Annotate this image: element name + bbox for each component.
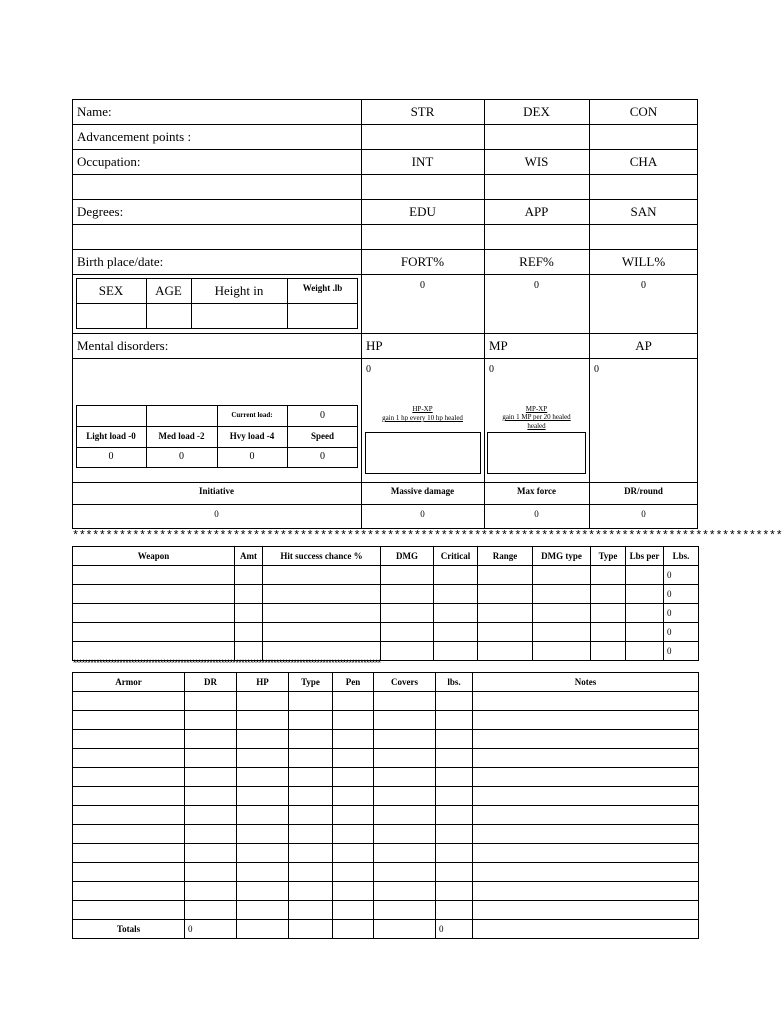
- divider: [72, 124, 698, 125]
- lbs-value: 0: [664, 585, 699, 604]
- con-label: CON: [629, 104, 658, 119]
- table-row[interactable]: [73, 806, 699, 825]
- divider: [72, 274, 698, 275]
- will-label: WILL%: [621, 254, 666, 269]
- lbs-value: 0: [664, 623, 699, 642]
- hp-xp-note: gain 1 hp every 10 hp healed: [382, 414, 463, 422]
- str-label: STR: [410, 104, 435, 119]
- max-force-value: 0: [534, 509, 539, 519]
- lbs-value: 0: [664, 566, 699, 585]
- ap-label: AP: [635, 338, 652, 353]
- divider: [72, 224, 698, 225]
- notes-header: Notes: [473, 673, 699, 692]
- dex-label: DEX: [523, 104, 550, 119]
- int-label: INT: [411, 154, 434, 169]
- divider: [72, 482, 698, 483]
- massive-damage-label: Massive damage: [390, 486, 455, 496]
- totals-dr-value: 0: [185, 920, 237, 939]
- initiative-value: 0: [214, 509, 219, 519]
- speed-label: Speed: [310, 431, 334, 441]
- table-row[interactable]: [73, 749, 699, 768]
- wis-label: WIS: [524, 154, 549, 169]
- hvy-load-label: Hvy load -4: [229, 431, 275, 441]
- divider: [72, 333, 698, 334]
- mp-xp-note-2: healed: [527, 422, 546, 430]
- hp-value: 0: [366, 364, 371, 375]
- table-row[interactable]: [73, 585, 699, 604]
- current-load-value: 0: [320, 410, 325, 421]
- table-row[interactable]: [73, 844, 699, 863]
- table-row[interactable]: [73, 604, 699, 623]
- table-row[interactable]: [73, 825, 699, 844]
- divider: [72, 504, 698, 505]
- max-force-label: Max force: [516, 486, 557, 496]
- name-label: Name:: [77, 104, 112, 119]
- hp-xp-title: HP-XP: [412, 405, 433, 413]
- dmg-type-header: DMG type: [533, 547, 591, 566]
- weight-label: Weight .lb: [302, 283, 343, 293]
- table-row[interactable]: [73, 787, 699, 806]
- hvy-load-value: 0: [249, 451, 255, 462]
- med-load-label: Med load -2: [158, 431, 205, 441]
- table-row[interactable]: [73, 642, 699, 661]
- star-separator: **********************************************************************************************************: [72, 529, 782, 543]
- fort-label: FORT%: [400, 254, 445, 269]
- totals-lbs-value: 0: [436, 920, 473, 939]
- advancement-points-label: Advancement points :: [77, 129, 192, 144]
- hp-header: HP: [237, 673, 289, 692]
- table-row[interactable]: [73, 768, 699, 787]
- sex-label: SEX: [98, 283, 124, 298]
- fort-value: 0: [420, 280, 425, 291]
- armor-header: Armor: [73, 673, 185, 692]
- divider: [72, 249, 698, 250]
- divider: [72, 199, 698, 200]
- mp-xp-title: MP-XP: [525, 405, 548, 413]
- height-label: Height in: [214, 283, 264, 298]
- lbs-value: 0: [664, 642, 699, 661]
- mental-disorders-label: Mental disorders:: [77, 338, 169, 353]
- mp-xp-box[interactable]: [487, 432, 586, 474]
- lbs-header: lbs.: [436, 673, 473, 692]
- table-row[interactable]: [73, 711, 699, 730]
- age-label: AGE: [155, 283, 182, 298]
- speed-value: 0: [320, 451, 325, 462]
- totals-label: Totals: [73, 920, 185, 939]
- occupation-label: Occupation:: [77, 154, 141, 169]
- divider: [72, 358, 698, 359]
- table-row[interactable]: [73, 623, 699, 642]
- type-header: Type: [289, 673, 333, 692]
- table-row[interactable]: [73, 566, 699, 585]
- mp-label: MP: [489, 338, 508, 353]
- ref-label: REF%: [519, 254, 554, 269]
- table-row[interactable]: [73, 901, 699, 920]
- type-header: Type: [591, 547, 626, 566]
- divider: [72, 149, 698, 150]
- armor-table: [72, 672, 699, 939]
- critical-header: Critical: [434, 547, 478, 566]
- range-header: Range: [478, 547, 533, 566]
- table-row[interactable]: [73, 730, 699, 749]
- amt-header: Amt: [235, 547, 263, 566]
- mp-xp-note: gain 1 MP per 20 healed: [502, 413, 571, 421]
- divider: [76, 303, 358, 304]
- divider: [72, 174, 698, 175]
- lbs-per-header: Lbs per: [626, 547, 664, 566]
- table-row[interactable]: [73, 882, 699, 901]
- cha-label: CHA: [629, 154, 658, 169]
- degrees-label: Degrees:: [77, 204, 124, 219]
- will-value: 0: [641, 280, 646, 291]
- lbs-header: Lbs.: [664, 547, 699, 566]
- table-row[interactable]: [73, 863, 699, 882]
- mp-value: 0: [489, 364, 494, 375]
- hp-label: HP: [366, 338, 383, 353]
- covers-header: Covers: [374, 673, 436, 692]
- dr-round-label: DR/round: [624, 486, 663, 496]
- star-separator-2: **********************************************************************************************************: [72, 659, 380, 669]
- light-load-label: Light load -0: [86, 431, 136, 441]
- dmg-header: DMG: [381, 547, 434, 566]
- weapon-header: Weapon: [73, 547, 235, 566]
- dr-header: DR: [185, 673, 237, 692]
- san-label: SAN: [630, 204, 657, 219]
- massive-damage-value: 0: [420, 509, 425, 519]
- table-row[interactable]: [73, 692, 699, 711]
- lbs-value: 0: [664, 604, 699, 623]
- current-load-label: Current load:: [231, 411, 273, 419]
- med-load-value: 0: [179, 451, 184, 462]
- totals-row: [73, 920, 699, 939]
- initiative-label: Initiative: [199, 486, 234, 496]
- edu-label: EDU: [409, 204, 436, 219]
- hp-xp-box[interactable]: [365, 432, 481, 474]
- hit-chance-header: Hit success chance %: [263, 547, 381, 566]
- weapons-table: [72, 546, 699, 661]
- ap-value: 0: [594, 364, 599, 375]
- ref-value: 0: [534, 280, 539, 291]
- birth-place-label: Birth place/date:: [77, 254, 164, 269]
- pen-header: Pen: [333, 673, 374, 692]
- app-label: APP: [524, 204, 549, 219]
- dr-round-value: 0: [641, 509, 646, 519]
- light-load-value: 0: [108, 451, 114, 462]
